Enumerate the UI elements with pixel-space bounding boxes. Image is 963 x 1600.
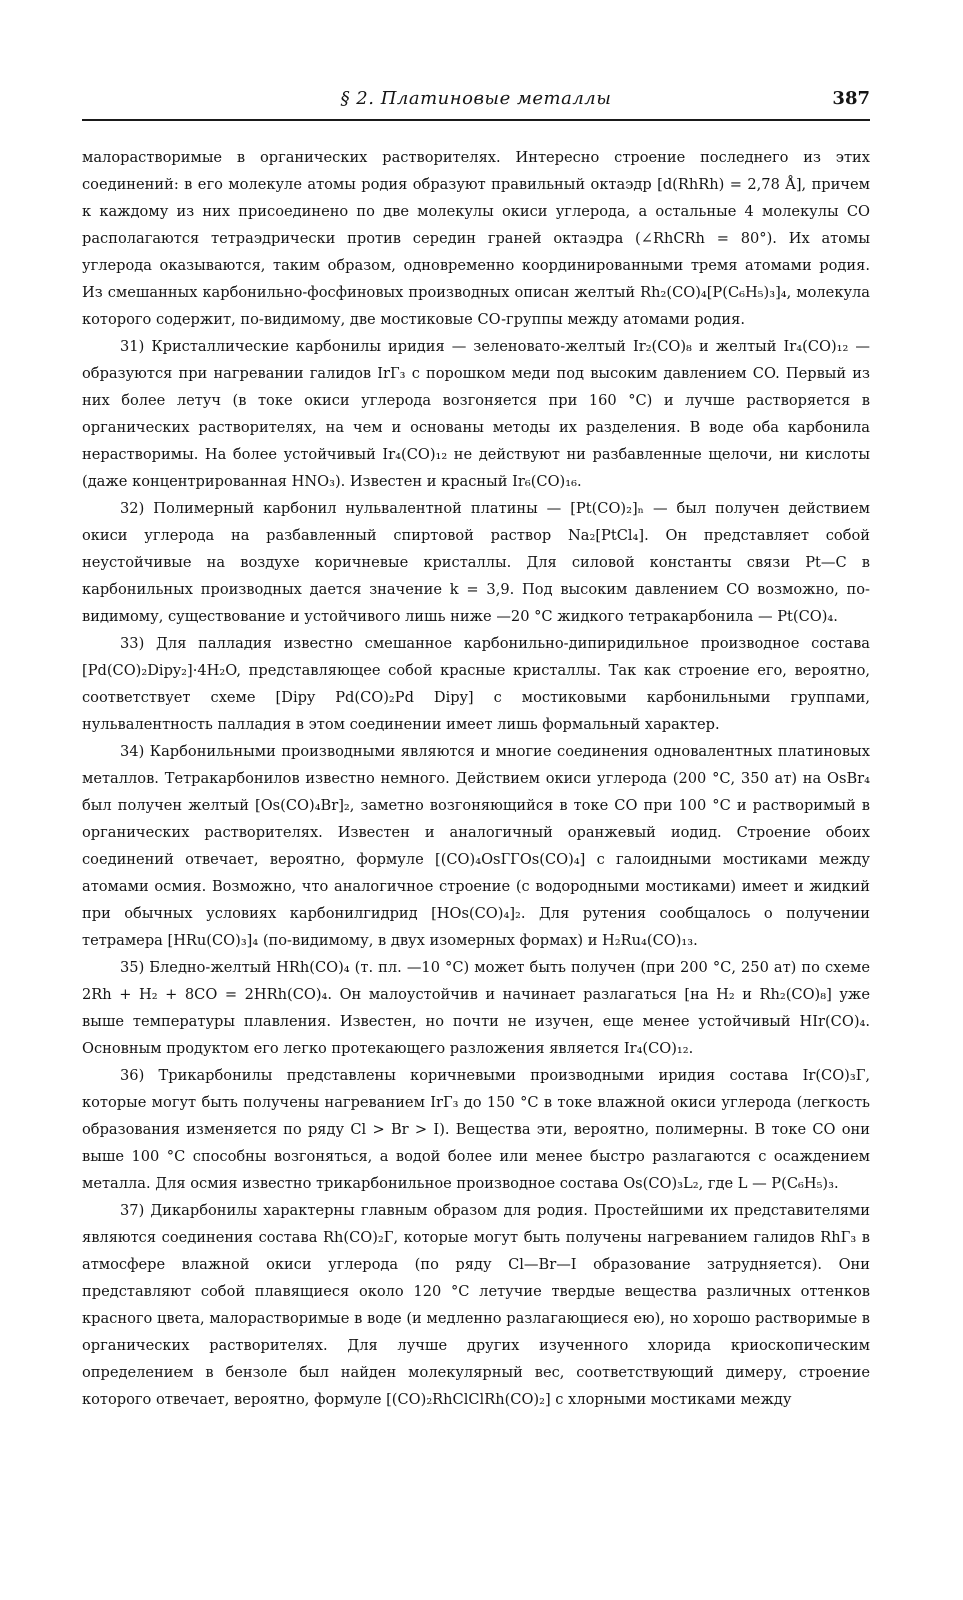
- paragraph-35: 35) Бледно-желтый HRh(CO)₄ (т. пл. —10 °С) может быть получен (при 200 °С, 250 ат) по схеме 2Rh + H₂ + 8CO = 2HRh(CO)₄. Он малоустойчив и начинает разлагаться [на H₂ и Rh₂(CO)₈] уже выше температуры плавления. Известен, но почти не изучен, еще менее устойчивый HIr(CO)₄. Основным продуктом его легко протекающего разложения является Ir₄(CO)₁₂.: [82, 959, 870, 1057]
- page-body: [82, 144, 870, 1413]
- paragraph-33: 33) Для палладия известно смешанное карбонильно-дипиридильное производное состава [Pd(CO)₂Dipy₂]·4H₂O, представляющее собой красные кристаллы. Так как строение его, вероятно, соответствует схеме [Dipy Pd(CO)₂Pd Dipy] с мостиковыми карбонильными группами, нульвалентность палладия в этом соединении имеет лишь формальный характер.: [82, 635, 870, 733]
- page-number: 387: [832, 88, 870, 109]
- paragraph-31: 31) Кристаллические карбонилы иридия — зеленовато-желтый Ir₂(CO)₈ и желтый Ir₄(CO)₁₂ — образуются при нагревании галидов IrГ₃ с порошком меди под высоким давлением CO. Первый из них более летуч (в токе окиси углерода возгоняется при 160 °С) и лучше растворяется в органических растворителях, на чем и основаны методы их разделения. В воде оба карбонила нерастворимы. На более устойчивый Ir₄(CO)₁₂ не действуют ни разбавленные щелочи, ни кислоты (даже концентрированная HNO₃). Известен и красный Ir₆(CO)₁₆.: [82, 338, 870, 490]
- header-rule: [82, 119, 870, 121]
- paragraph-34: 34) Карбонильными производными являются и многие соединения одновалентных платиновых металлов. Тетракарбонилов известно немного. Действием окиси углерода (200 °С, 350 ат) на OsBr₄ был получен желтый [Os(CO)₄Br]₂, заметно возгоняющийся в токе CO при 100 °С и растворимый в органических растворителях. Известен и аналогичный оранжевый иодид. Строение обоих соединений отвечает, вероятно, формуле [(CO)₄OsГГOs(CO)₄] с галоидными мостиками между атомами осмия. Возможно, что аналогичное строение (с водородными мостиками) имеет и жидкий при обычных условиях карбонилгидрид [HOs(CO)₄]₂. Для рутения сообщалось о получении тетрамера [HRu(CO)₃]₄ (по-видимому, в двух изомерных формах) и H₂Ru₄(CO)₁₃.: [82, 743, 870, 949]
- paragraph-32: 32) Полимерный карбонил нульвалентной платины — [Pt(CO)₂]ₙ — был получен действием окиси углерода на разбавленный спиртовой раствор Na₂[PtCl₄]. Он представляет собой неустойчивые на воздухе коричневые кристаллы. Для силовой константы связи Pt—C в карбонильных производных дается значение k = 3,9. Под высоким давлением CO возможно, по-видимому, существование и устойчивого лишь ниже —20 °С жидкого тетракарбонила — Pt(CO)₄.: [82, 500, 870, 625]
- page-header: [82, 88, 870, 118]
- paragraph-37: 37) Дикарбонилы характерны главным образом для родия. Простейшими их представителями являются соединения состава Rh(CO)₂Г, которые могут быть получены нагреванием галидов RhГ₃ в атмосфере влажной окиси углерода (по ряду Cl—Br—I образование затрудняется). Они представляют собой плавящиеся около 120 °С летучие твердые вещества различных оттенков красного цвета, малорастворимые в воде (и медленно разлагающиеся ею), но хорошо растворимые в органических растворителях. Для лучше других изученного хлорида криоскопическим определением в бензоле был найден молекулярный вес, соответствующий димеру, строение которого отвечает, вероятно, формуле [(CO)₂RhClClRh(CO)₂] с хлорными мостиками между: [82, 1202, 870, 1408]
- paragraph-36: 36) Трикарбонилы представлены коричневыми производными иридия состава Ir(CO)₃Г, которые могут быть получены нагреванием IrГ₃ до 150 °С в токе влажной окиси углерода (легкость образования изменяется по ряду Cl > Br > I). Вещества эти, вероятно, полимерны. В токе CO они выше 100 °С способны возгоняться, а водой более или менее быстро разлагаются с осаждением металла. Для осмия известно трикарбонильное производное состава Os(CO)₃L₂, где L — P(C₆H₅)₃.: [82, 1067, 870, 1192]
- paragraph-continuation: малорастворимые в органических растворителях. Интересно строение последнего из этих соединений: в его молекуле атомы родия образуют правильный октаэдр [d(RhRh) = 2,78 Å], причем к каждому из них присоединено по две молекулы окиси углерода, а остальные 4 молекулы CO располагаются тетраэдрически против середин граней октаэдра (∠RhCRh = 80°). Их атомы углерода оказываются, таким образом, одновременно координированными тремя атомами родия. Из смешанных карбонильно-фосфиновых производных описан желтый Rh₂(CO)₄[P(C₆H₅)₃]₄, молекула которого содержит, по-видимому, две мостиковые CO-группы между атомами родия.: [82, 149, 870, 328]
- running-title: § 2. Платиновые металлы: [340, 88, 612, 109]
